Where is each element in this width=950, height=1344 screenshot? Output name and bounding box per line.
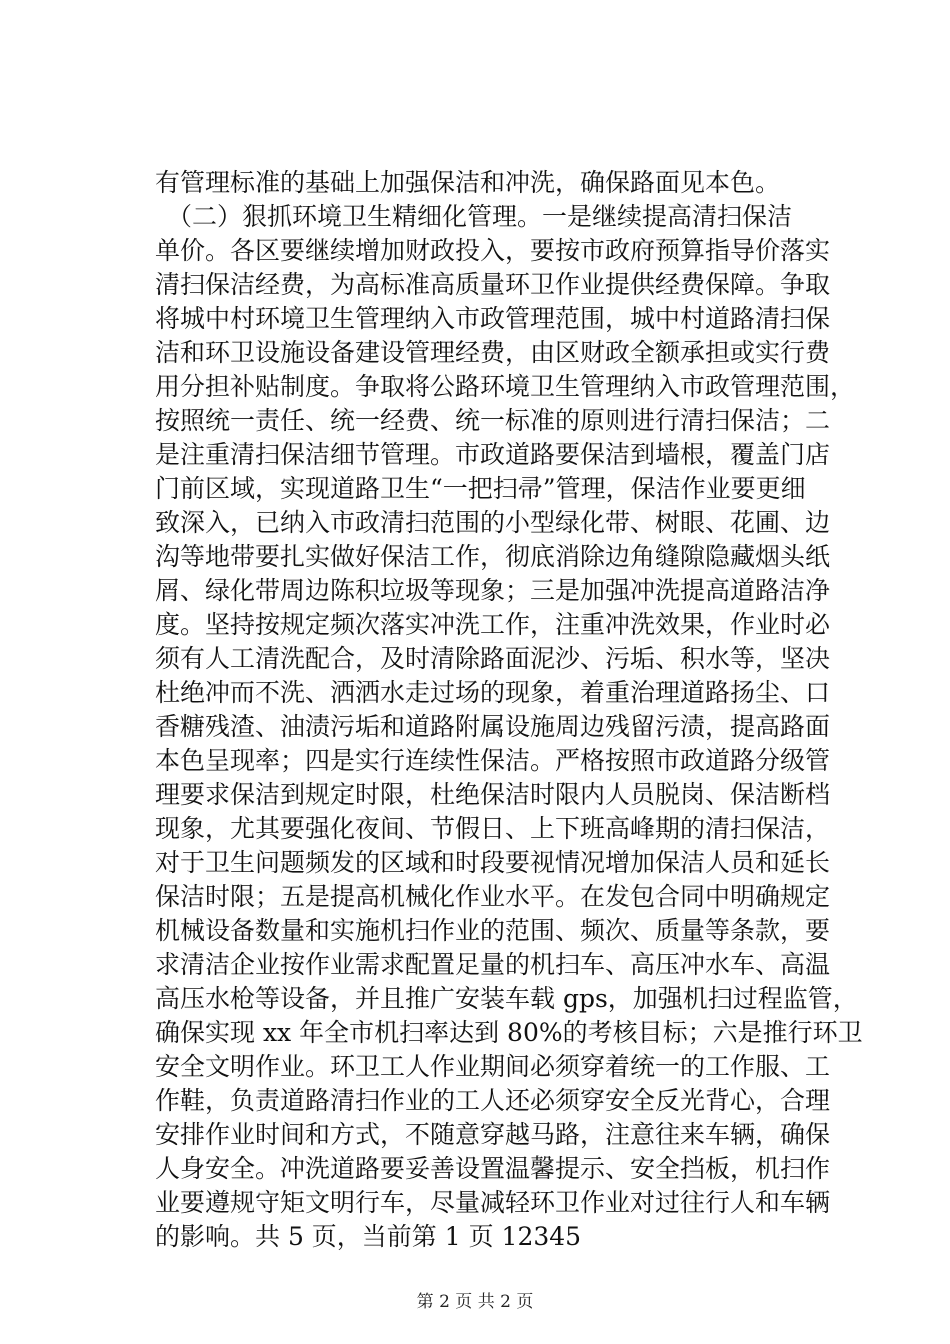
text-line-18: 本色呈现率；四是实行连续性保洁。严格按照市政道路分级管 — [155, 746, 831, 775]
text-line-30: 人身安全。冲洗道路要妥善设置温馨提示、安全挡板，机扫作 — [155, 1154, 831, 1183]
text-line-10: 门前区域，实现道路卫生“一把扫帚”管理，保洁作业要更细 — [155, 474, 806, 503]
document-body — [155, 166, 863, 1254]
text-line-11: 致深入，已纳入市政清扫范围的小型绿化带、树眼、花圃、边 — [155, 508, 831, 537]
text-line-7: 用分担补贴制度。争取将公路环境卫生管理纳入市政管理范围， — [155, 372, 856, 401]
text-line-4: 清扫保洁经费，为高标准高质量环卫作业提供经费保障。争取 — [155, 270, 831, 299]
text-line-31: 业要遵规守矩文明行车，尽量减轻环卫作业对过往行人和车辆 — [155, 1188, 831, 1217]
text-line-28: 作鞋，负责道路清扫作业的工人还必须穿安全反光背心，合理 — [155, 1086, 831, 1115]
page-footer: 第 2 页 共 2 页 — [416, 1292, 534, 1312]
text-line-12: 沟等地带要扎实做好保洁工作，彻底消除边角缝隙隐藏烟头纸 — [155, 542, 831, 571]
text-line-32: 的影响。共 5 页，当前第 1 页 12345 — [155, 1222, 582, 1251]
text-line-6: 洁和环卫设施设备建设管理经费，由区财政全额承担或实行费 — [155, 338, 831, 367]
text-line-26: 确保实现 xx 年全市机扫率达到 80%的考核目标；六是推行环卫 — [155, 1018, 863, 1047]
text-line-20: 现象，尤其要强化夜间、节假日、上下班高峰期的清扫保洁， — [155, 814, 831, 843]
text-line-24: 求清洁企业按作业需求配置足量的机扫车、高压冲水车、高温 — [155, 950, 831, 979]
text-line-3: 单价。各区要继续增加财政投入，要按市政府预算指导价落实 — [155, 236, 831, 265]
text-line-8: 按照统一责任、统一经费、统一标准的原则进行清扫保洁；二 — [155, 406, 831, 435]
text-line-17: 香糖残渣、油渍污垢和道路附属设施周边残留污渍，提高路面 — [155, 712, 831, 741]
text-line-15: 须有人工清洗配合，及时清除路面泥沙、污垢、积水等，坚决 — [155, 644, 831, 673]
text-line-5: 将城中村环境卫生管理纳入市政管理范围，城中村道路清扫保 — [155, 304, 831, 333]
text-line-16: 杜绝冲而不洗、洒洒水走过场的现象，着重治理道路扬尘、口 — [155, 678, 831, 707]
text-line-23: 机械设备数量和实施机扫作业的范围、频次、质量等条款，要 — [155, 916, 831, 945]
text-line-19: 理要求保洁到规定时限，杜绝保洁时限内人员脱岗、保洁断档 — [155, 780, 831, 809]
text-line-27: 安全文明作业。环卫工人作业期间必须穿着统一的工作服、工 — [155, 1052, 831, 1081]
text-line-25: 高压水枪等设备，并且推广安装车载 gps，加强机扫过程监管， — [155, 984, 858, 1013]
text-line-1: 有管理标准的基础上加强保洁和冲洗，确保路面见本色。 — [155, 168, 781, 197]
text-line-29: 安排作业时间和方式，不随意穿越马路，注意往来车辆，确保 — [155, 1120, 831, 1149]
text-line-9: 是注重清扫保洁细节管理。市政道路要保洁到墙根，覆盖门店 — [155, 440, 831, 469]
text-line-13: 屑、绿化带周边陈积垃圾等现象；三是加强冲洗提高道路洁净 — [155, 576, 831, 605]
text-line-22: 保洁时限；五是提高机械化作业水平。在发包合同中明确规定 — [155, 882, 831, 911]
text-line-2: （二）狠抓环境卫生精细化管理。一是继续提高清扫保洁 — [167, 202, 793, 231]
text-line-14: 度。坚持按规定频次落实冲洗工作，注重冲洗效果，作业时必 — [155, 610, 831, 639]
text-line-21: 对于卫生问题频发的区域和时段要视情况增加保洁人员和延长 — [155, 848, 831, 877]
